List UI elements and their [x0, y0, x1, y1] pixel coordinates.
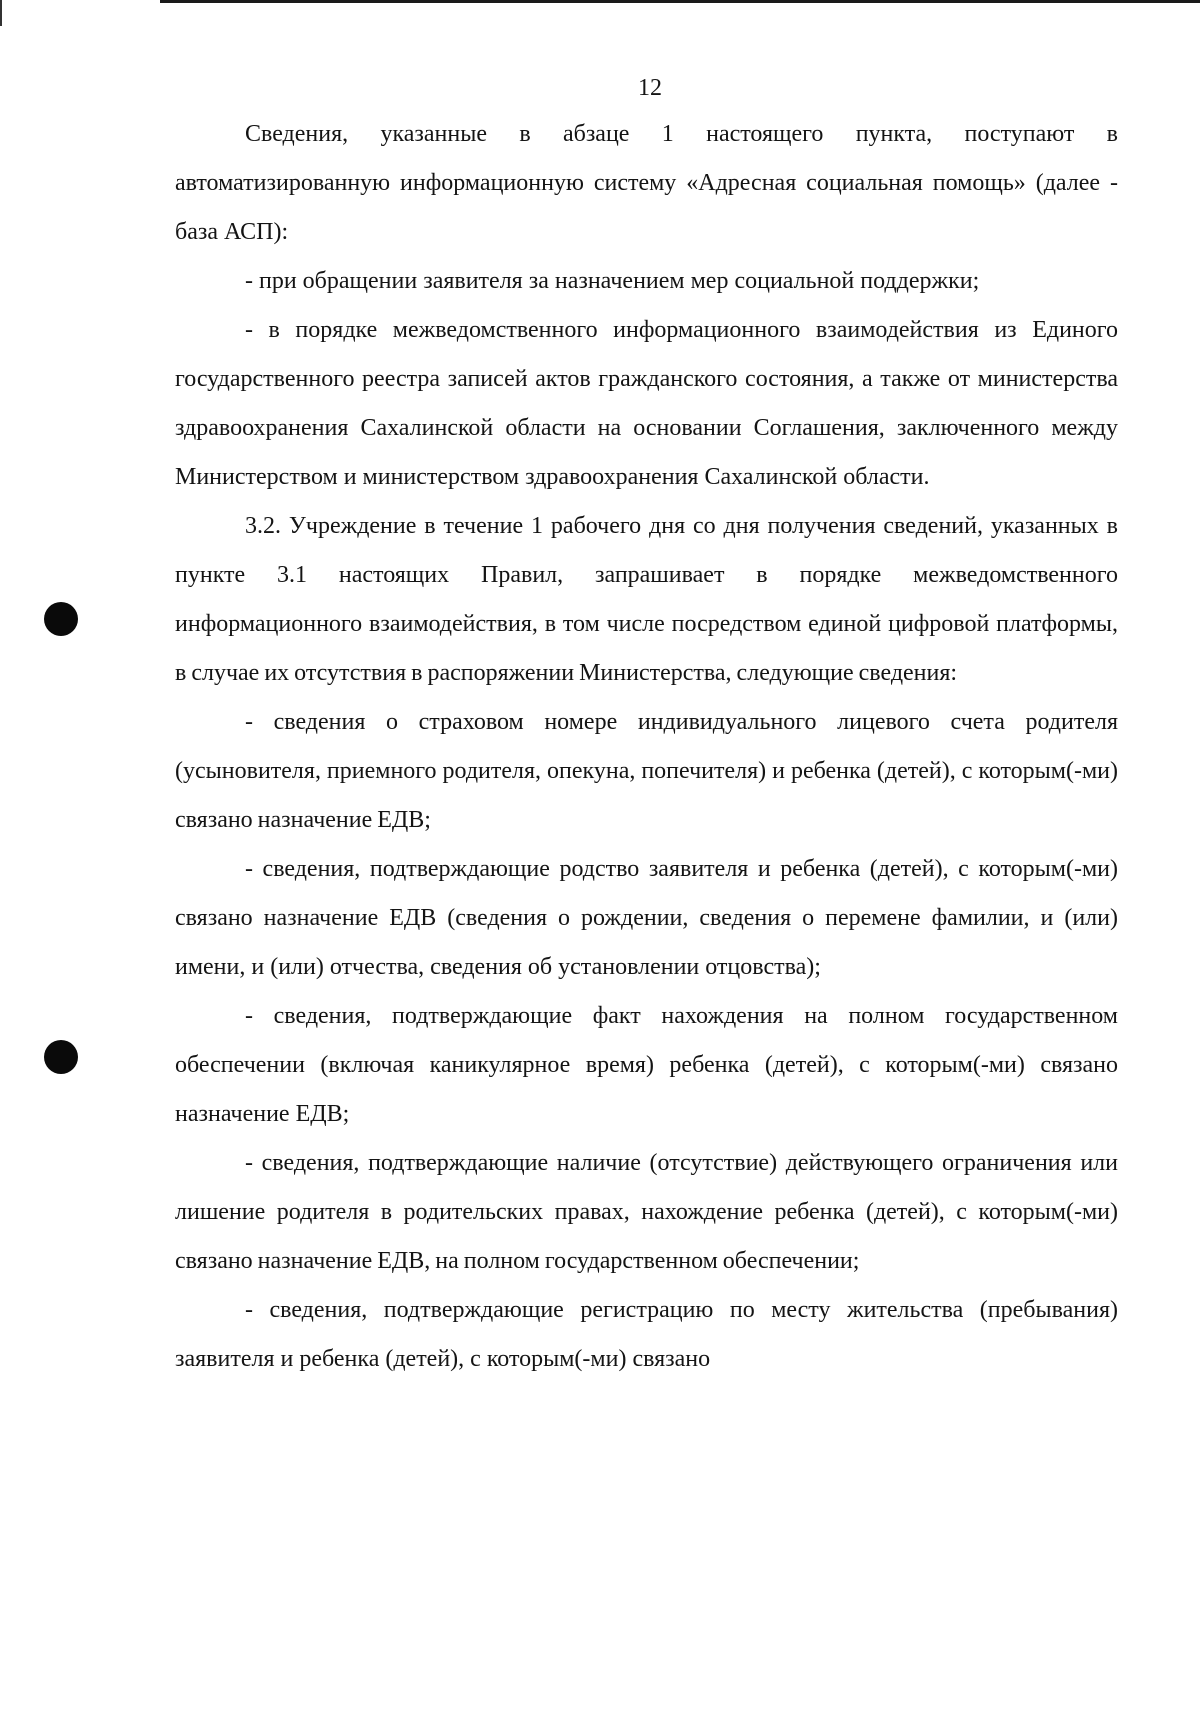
list-item-applicant-request: - при обращении заявителя за назначением мер социальной поддержки; — [245, 268, 980, 294]
list-item-snils: - сведения о страховом номере индивидуального лицевого счета родителя (усыновителя, приемного родителя, опекуна, попечителя) и ребенка (детей), с которым(-ми) связано назначение ЕДВ; — [175, 709, 1118, 833]
page-number: 12 — [638, 75, 662, 101]
punch-hole — [44, 602, 78, 636]
scan-left-edge — [0, 0, 2, 26]
list-item-kinship: - сведения, подтверждающие родство заявителя и ребенка (детей), с которым(-ми) связано назначение ЕДВ (сведения о рождении, сведения о перемене фамилии, и (или) имени, и (или) отчества, сведения об установлении отцовства); — [175, 856, 1118, 980]
paragraph-asp-database: Сведения, указанные в абзаце 1 настоящего пункта, поступают в автоматизированную информационную систему «Адресная социальная помощь» (далее - база АСП): — [175, 121, 1118, 245]
list-item-interagency-exchange: - в порядке межведомственного информационного взаимодействия из Единого государственного реестра записей актов гражданского состояния, а также от министерства здравоохранения Сахалинской области на основании Соглашения, заключенного между Министерством и министерством здравоохранения Сахалинской области. — [175, 317, 1118, 490]
list-item-parental-rights: - сведения, подтверждающие наличие (отсутствие) действующего ограничения или лишение родителя в родительских правах, нахождение ребенка (детей), с которым(-ми) связано назначение ЕДВ, на полном государственном обеспечении; — [175, 1150, 1118, 1274]
scan-top-edge — [160, 0, 1200, 3]
document-body — [175, 110, 1118, 1384]
list-item-registration: - сведения, подтверждающие регистрацию по месту жительства (пребывания) заявителя и ребенка (детей), с которым(-ми) связано — [175, 1297, 1118, 1372]
list-item-state-support: - сведения, подтверждающие факт нахождения на полном государственном обеспечении (включая каникулярное время) ребенка (детей), с которым(-ми) связано назначение ЕДВ; — [175, 1003, 1118, 1127]
punch-hole — [44, 1040, 78, 1074]
paragraph-3-2: 3.2. Учреждение в течение 1 рабочего дня со дня получения сведений, указанных в пункте 3.1 настоящих Правил, запрашивает в порядке межведомственного информационного взаимодействия, в том числе посредством единой цифровой платформы, в случае их отсутствия в распоряжении Министерства, следующие сведения: — [175, 513, 1118, 686]
